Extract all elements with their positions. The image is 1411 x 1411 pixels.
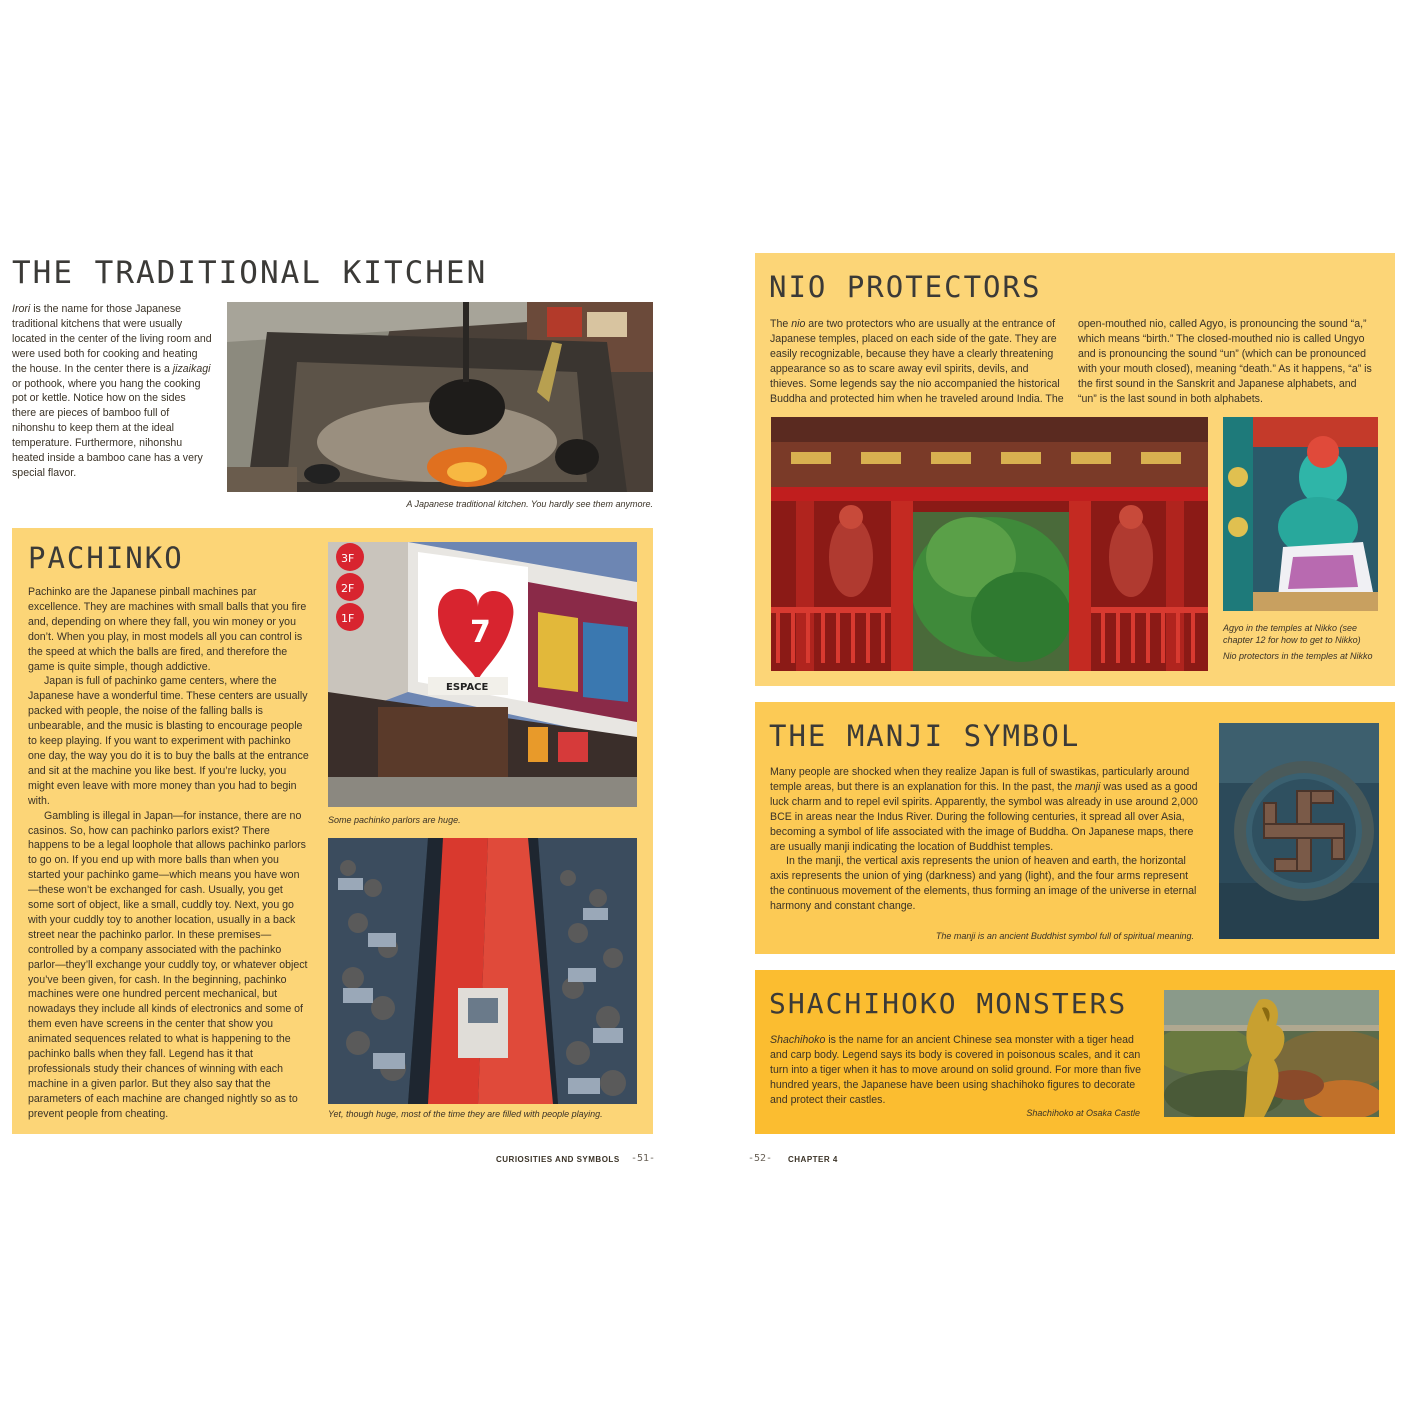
kitchen-photo [227,302,653,492]
kitchen-text-a: is the name for those Japanese traditional kitchens that were usually located in the center of the living room and were used both for cooking and heating the house. In the center there is a [12,303,212,375]
shachihoko-term: Shachihoko [770,1034,826,1046]
agyo-photo [1223,417,1378,611]
manji-photo [1219,723,1379,939]
shachihoko-photo [1164,990,1379,1117]
nio-caption-2: Nio protectors in the temples at Nikko [1223,651,1373,661]
pachinko-para-2: Japan is full of pachinko game centers, where the Japanese have a wonderful time. These centers are usually packed with people, the noise of the falling balls is unbearable, and the music is blasting to encourage people to keep playing. If you want to experiment with pachinko one day, the way you do it is to buy the balls at the entrance and sit at the machine you like best. If you’re lucky, you might even leave with more money than you had to begin with. [28,675,309,807]
pachinko-parlor-photo [328,542,637,807]
right-footer-label: CHAPTER 4 [788,1155,838,1164]
floor-sign-3: 1F [341,612,355,625]
left-footer-label: CURIOSITIES AND SYMBOLS [496,1155,620,1164]
pachinko-para-3: Gambling is illegal in Japan—for instance, there are no casinos. So, how can pachinko parlors exist? There happens to be a legal loophole that allows pachinko parlors to go on. If you end up with more balls than when you started your pachinko game—which means you have won—these won’t be exchanged for cash. Usually, you get some sort of object, like a small, cuddly toy. Next, you go with your cuddly toy to another location, usually in a back street near the pachinko parlor. In these premises—controlled by a company associated with the pachinko parlor—they’ll exchange your cuddly toy, or whatever object you’ve been given, for cash. In the beginning, pachinko machines were one hundred percent mechanical, but nowadays they include all kinds of electronics and some of them even have screens in the center that show you animated sequences related to what is happening to the pachinko balls when they fall. Legend has it that professionals study their chances of winning with each machine in a given parlor. But they also say that the parameters of each machine are changed nightly so as to prevent people from cheating. [28,809,308,1120]
pachinko-players-photo [328,838,637,1104]
shachihoko-caption: Shachihoko at Osaka Castle [1026,1108,1140,1118]
shachihoko-text-b: is the name for an ancient Chinese sea monster with a tiger head and carp body. Legend says its body is covered in poisonous scales, and it can turn into a tiger when it has to move around on solid ground. For more than five hundred years, the Japanese have been using shachihoko figures to decorate and protect their castles. [770,1034,1141,1106]
nio-title: NIO PROTECTORS [769,270,1042,304]
kitchen-caption: A Japanese traditional kitchen. You hardly see them anymore. [406,499,653,509]
manji-para-2: In the manji, the vertical axis represents the union of heaven and earth, the horizontal axis represents the union of ying (darkness) and yang (light), and the four arms represent the continuous movement of the elements, thus forming an image of the universe in eternal harmony and constant change. [770,855,1197,913]
kitchen-title: THE TRADITIONAL KITCHEN [12,255,488,291]
pachinko-text [28,585,310,1122]
manji-term: manji [1075,780,1101,793]
nio-gate-photo [771,417,1208,671]
floor-sign-1: 3F [341,552,355,565]
floor-sign-2: 2F [341,582,355,595]
kitchen-text-b: or pothook, where you hang the cooking pot or kettle. Notice how on the sides there are pieces of bamboo full of nihonshu to keep them at the ideal temperature. Furthermore, nihonshu heated inside a bamboo cane has a very special flavor. [12,377,203,479]
pachinko-caption-1: Some pachinko parlors are huge. [328,815,461,825]
shachihoko-text [770,1033,1142,1108]
manji-text-b: was used as a good luck charm and to repel evil spirits. Apparently, the symbol was already in use around 2,000 BCE in areas near the Indus River. During the following centuries, it spread all over Asia, becoming a symbol of life associated with the image of Buddha. On Japanese maps, there are usually manji indicating the location of Buddhist temples. [770,780,1198,853]
nio-text [770,317,1372,406]
kitchen-term: Irori [12,303,31,315]
nio-text-a: The [770,318,792,330]
manji-title: THE MANJI SYMBOL [769,719,1081,753]
espace-sign: ESPACE [446,682,489,693]
manji-text-a: Many people are shocked when they realize Japan is full of swastikas, particularly around temple areas, but there is an explanation for this. In the past, the [770,766,1190,793]
nio-caption-1: Agyo in the temples at Nikko (see chapter 12 for how to get to Nikko) [1223,623,1361,645]
pachinko-caption-2: Yet, though huge, most of the time they are filled with people playing. [328,1109,603,1119]
manji-text [770,765,1198,914]
left-page-number: -51- [631,1153,656,1164]
kitchen-term2: jizaikagi [172,362,211,375]
nio-term: nio [791,318,806,330]
shachihoko-title: SHACHIHOKO MONSTERS [769,987,1128,1020]
pachinko-para-1: Pachinko are the Japanese pinball machines par excellence. They are machines with small balls that you fire and, depending on where they fall, you win money or you don’t. When you play, in most models all you can control is the speed at which the balls are fired, and therefore the game is quite simple, though addictive. [28,586,307,673]
nio-text-b: are two protectors who are usually at the entrance of Japanese temples, placed on each side of the gate. They are easily recognizable, because they have a clearly threatening appearance so as to scare away evil spirits, devils, and thieves. Some legends say the nio accompanied the historical Buddha and protected him when he traveled around India. The open-mouthed nio, called Agyo, is pronouncing the sound “a,” which means “birth.” The closed-mouthed nio is called Ungyo and is pronouncing the sound “un” (which can be pronounced with your mouth closed), meaning “death.” As it happens, “a” is the first sound in the Sanskrit and Japanese alphabets, and “un” is the last sound in both alphabets. [770,318,1372,405]
manji-caption: The manji is an ancient Buddhist symbol full of spiritual meaning. [935,931,1194,941]
kitchen-text [12,302,212,481]
seven-sign: 7 [470,615,491,650]
right-page-number: -52- [748,1153,773,1164]
pachinko-title: PACHINKO [28,541,184,575]
